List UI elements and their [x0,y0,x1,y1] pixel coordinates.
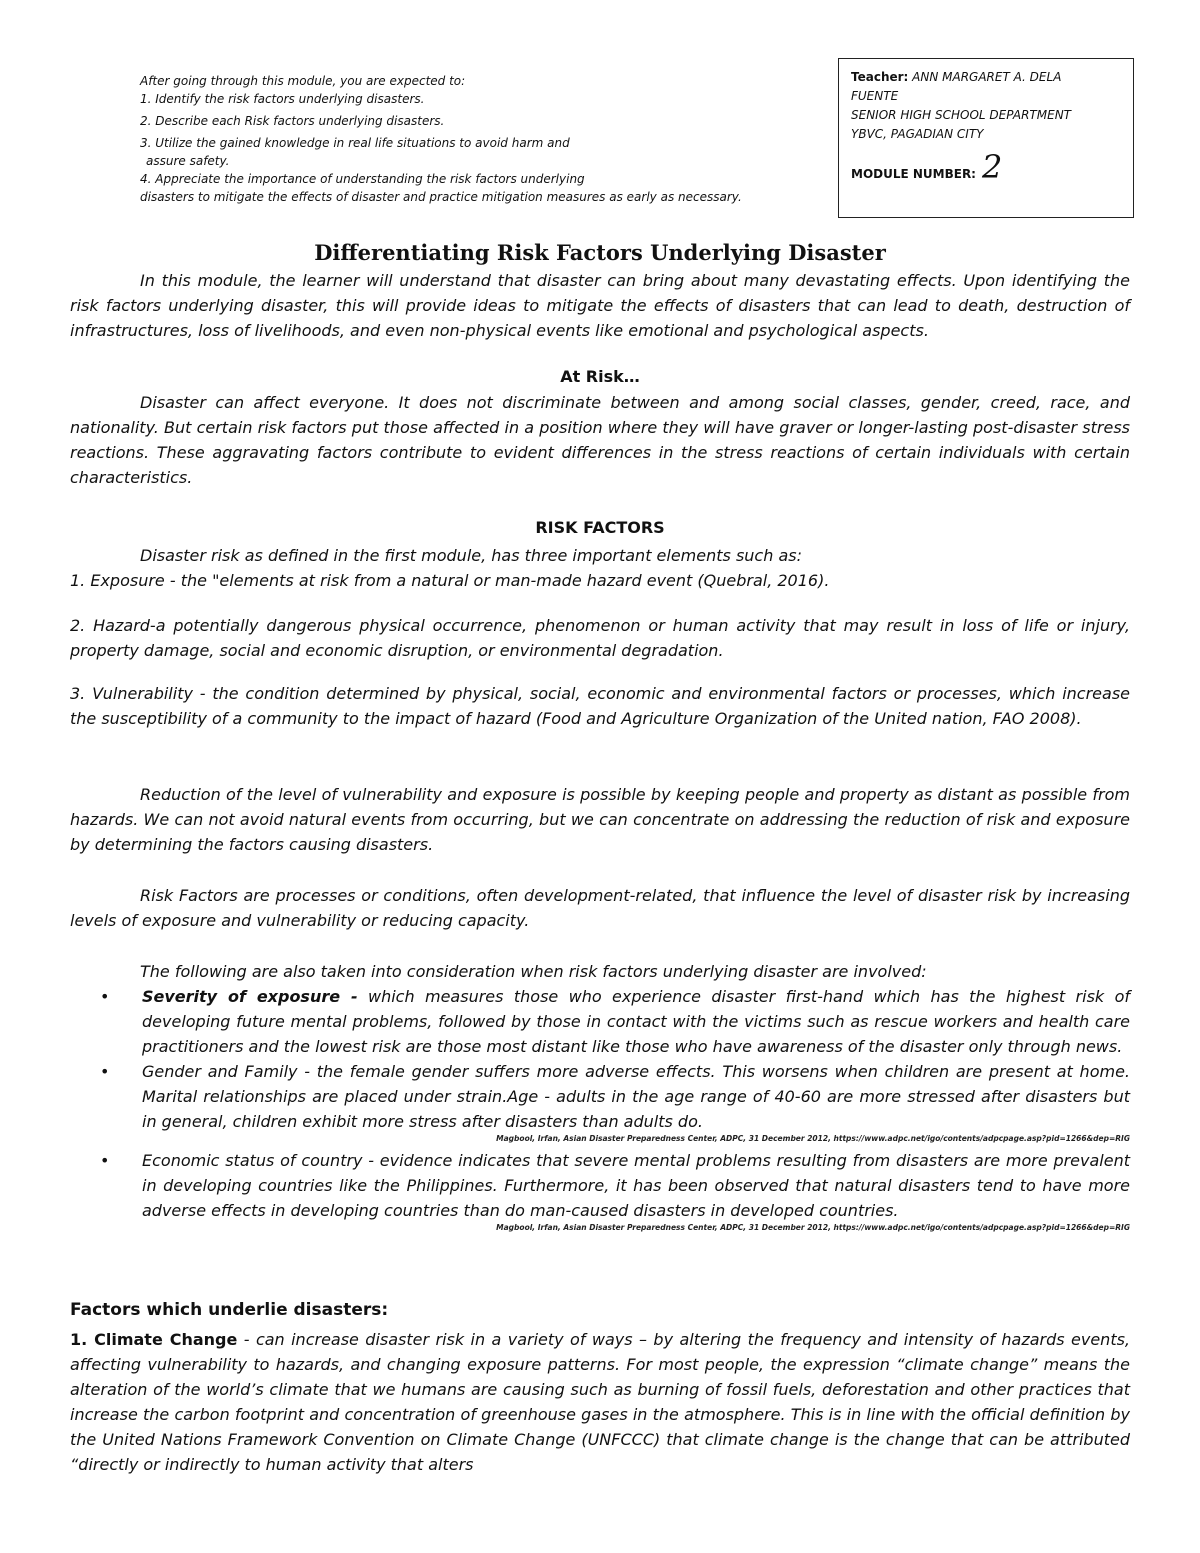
objective-item-continuation: disasters to mitigate the effects of disaster and practice mitigation measures as early as necessary. [140,190,742,204]
module-number: 2 [981,148,1003,186]
citation: Magbool, Irfan, Asian Disaster Preparedness Center, ADPC, 31 December 2012, https://www.adpc.net/igo/contents/adpcpage.asp?pid=1266&dep=RIG [496,1223,1130,1232]
factor-number: 1. [70,1330,95,1349]
bullet-marker: • [100,987,110,1006]
objective-item-continuation: assure safety. [146,154,230,168]
bullet-marker: • [100,1151,110,1170]
factor-climate-change [70,1327,1130,1477]
bullet-text: Gender and Family - the female gender suffers more adverse effects. This worsens when children are present at home. Marital relationships are placed under strain.Age - adults in the age range of 40-60 are more stressed after disasters but in general, children exhibit more stress after disasters than adults do. [142,1062,1130,1131]
risk-factors-definition [70,883,1130,933]
department: SENIOR HIGH SCHOOL DEPARTMENT [851,108,1072,122]
following-paragraph-text: The following are also taken into consideration when risk factors underlying disaster are involved: [140,962,927,981]
teacher-info-box [838,58,1134,218]
following-paragraph [70,959,1130,984]
intro-paragraph [70,268,1130,343]
bullet-economic-status [100,1148,1130,1223]
at-risk-paragraph-text: Disaster can affect everyone. It does not discriminate between and among social classes, gender, creed, race, and nationality. But certain risk factors put those affected in a position where they will have graver or longer-lasting post-disaster stress reactions. These aggravating factors contribute to evident differences in the stress reactions of certain individuals with certain characteristics. [70,393,1130,487]
at-risk-paragraph [70,390,1130,490]
factor-text: - can increase disaster risk in a variety of ways – by altering the frequency and intensity of hazards events, affecting vulnerability to hazards, and changing exposure patterns. For most people, the expression “climate change” means the alteration of the world’s climate that we humans are causing such as burning of fossil fuels, deforestation and other practices that increase the carbon footprint and concentration of greenhouse gases in the atmosphere. This is in line with the official definition by the United Nations Framework Convention on Climate Change (UNFCCC) that climate change is the change that can be attributed “directly or indirectly to human activity that alters [70,1330,1131,1474]
risk-factors-definition-text: Risk Factors are processes or conditions, often development-related, that influence the level of disaster risk by increasing levels of exposure and vulnerability or reducing capacity. [70,886,1130,930]
bullet-severity-of-exposure [100,984,1130,1059]
page-title: Differentiating Risk Factors Underlying Disaster [314,240,886,265]
teacher-label: Teacher: [851,70,909,84]
citation: Magbool, Irfan, Asian Disaster Preparedness Center, ADPC, 31 December 2012, https://www.adpc.net/igo/contents/adpcpage.asp?pid=1266&dep=RIG [496,1134,1130,1143]
teacher-name-continuation: FUENTE [851,89,899,103]
risk-element-vulnerability: 3. Vulnerability - the condition determined by physical, social, economic and environmental factors or processes, which increase the susceptibility of a community to the impact of hazard (Food and Agriculture Organization of the United nation, FAO 2008). [70,684,1130,728]
objective-item: 3. Utilize the gained knowledge in real life situations to avoid harm and [140,136,570,150]
bullet-term: Severity of exposure - [142,987,358,1006]
objectives-intro: After going through this module, you are expected to: [140,74,466,88]
bullet-gender-and-family [100,1059,1130,1134]
bullet-marker: • [100,1062,110,1081]
intro-paragraph-text: In this module, the learner will understand that disaster can bring about many devastating effects. Upon identifying the risk factors underlying disaster, this will provide ideas to mitigate the effects of disasters that can lead to death, destruction of infrastructures, loss of livelihoods, and even non-physical events like emotional and psychological aspects. [70,271,1130,340]
module-objectives [140,72,820,206]
reduction-paragraph-text: Reduction of the level of vulnerability and exposure is possible by keeping people and property as distant as possible from hazards. We can not avoid natural events from occurring, but we can concentrate on addressing the reduction of risk and exposure by determining the factors causing disasters. [70,785,1130,854]
risk-factors-lead-text: Disaster risk as defined in the first module, has three important elements such as: [140,546,802,565]
bullet-text: which measures those who experience disaster first-hand which has the highest risk of developing future mental problems, followed by those in contact with the victims such as rescue workers and health care practitioners and the lowest risk are those most distant like those who have awareness of the disaster only through news. [142,987,1130,1056]
factor-term: Climate Change [94,1330,238,1349]
objective-item: 2. Describe each Risk factors underlying disasters. [140,114,445,128]
module-number-label: MODULE NUMBER: [851,167,976,181]
risk-factor-bullet-list [100,984,1130,1237]
risk-element-hazard: 2. Hazard-a potentially dangerous physical occurrence, phenomenon or human activity that may result in loss of life or injury, property damage, social and economic disruption, or environmental degradation. [70,616,1130,660]
risk-element-exposure: 1. Exposure - the "elements at risk from a natural or man-made hazard event (Quebral, 2016). [70,571,830,590]
bullet-text: Economic status of country - evidence indicates that severe mental problems resulting from disasters are more prevalent in developing countries like the Philippines. Furthermore, it has been observed that natural disasters tend to have more adverse effects in developing countries than do man-caused disasters in developed countries. [142,1151,1130,1220]
section-heading-factors: Factors which underlie disasters: [70,1300,389,1320]
section-heading-risk-factors: RISK FACTORS [535,518,665,537]
teacher-name: ANN MARGARET A. DELA [912,70,1062,84]
section-heading-at-risk: At Risk… [560,367,640,386]
school: YBVC, PAGADIAN CITY [851,127,984,141]
objective-item: 4. Appreciate the importance of understanding the risk factors underlying [140,172,585,186]
objective-item: 1. Identify the risk factors underlying disasters. [140,92,425,106]
reduction-paragraph [70,782,1130,857]
risk-factors-lead [70,543,1130,568]
